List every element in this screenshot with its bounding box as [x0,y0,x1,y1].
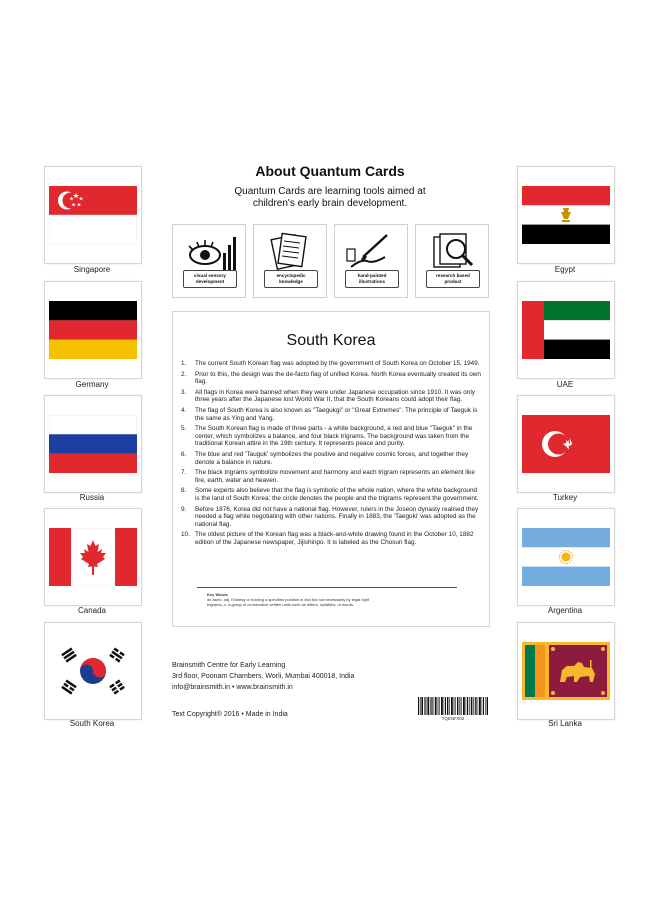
fact-item [181,451,481,466]
fact-item [181,531,481,546]
fact-number: 7. [181,469,187,477]
magnifier-icon [422,231,482,271]
fact-text: The current South Korean flag was adopted by the government of South Korea on October 15, 1949. [195,360,480,367]
panel-title: South Korea [286,332,376,349]
fact-item [181,506,481,529]
sri-lanka-flag-icon [522,642,610,700]
fact-number: 5. [181,425,187,433]
publisher-contact: info@brainsmith.in • www.brainsmith.in [172,684,293,691]
germany-flag-icon [49,301,137,359]
argentina-flag-icon [522,528,610,586]
fact-text: The black trigrams symbolize movement and harmony and each trigram represents an element like fire, earth, water and heaven. [195,469,475,484]
flag-label-argentina: Argentina [547,606,583,615]
flag-card-russia [44,395,142,493]
fact-text: The oldest picture of the Korean flag was a black-and-white drawing found in the October 10, 1882 edition of the Japanese newspaper, Jijishinpo. It is labeled as the Chosun flag. [195,531,474,546]
fact-item [181,389,481,404]
feature-label-visual: visual sensory development [183,270,237,288]
key-word-definition: de-facto, adj. Existing or holding a specified position in fact but not necessarily by legal right [207,597,370,602]
publisher-street: 3rd floor, Poonam Chambers, Worli, Mumbai 400018, India [172,673,355,680]
page-title: About Quantum Cards [255,163,405,179]
barcode-number: TQENF002 [441,716,465,721]
fact-text: Some experts also believe that the flag is symbolic of the whole nation, where the white background is the land of South Korea; the circle denotes the people and the trigrams represent the government. [195,487,479,502]
feature-label-research: research based product [426,270,480,288]
singapore-flag-icon [49,186,137,244]
flag-card-germany [44,281,142,379]
flag-card-sri-lanka [517,622,615,720]
feature-card-research [415,224,489,298]
fact-item [181,407,481,422]
feature-card-encyclopedia [253,224,327,298]
fact-item [181,371,481,386]
feature-card-paint [334,224,408,298]
flag-card-uae [517,281,615,379]
fact-text: Before 1876, Korea did not have a national flag. However, rulers in the Joseon dynasty realised they needed a flag while negotiating with other nations. Finally in 1883, the 'Taeguki' was adopted as the national flag. [195,505,479,528]
page-subtitle: Quantum Cards are learning tools aimed at children's early brain development. [234,186,426,209]
feature-label-paint: hand-painted illustrations [345,270,399,288]
uae-flag-icon [522,301,610,359]
encyclopedia-icon [260,231,320,271]
fact-number: 3. [181,388,187,396]
publisher-address [172,660,354,693]
south-korea-flag-icon [49,642,137,700]
flag-label-egypt: Egypt [554,265,576,274]
turkey-flag-icon [522,415,610,473]
fact-number: 10. [181,531,190,539]
flag-label-uae: UAE [556,380,574,389]
feature-card-visual [172,224,246,298]
flag-card-singapore [44,166,142,264]
fact-number: 9. [181,505,187,513]
flag-label-russia: Russia [79,493,105,502]
fact-item [181,469,481,484]
fact-number: 6. [181,450,187,458]
flag-card-south-korea [44,622,142,720]
publisher-name: Brainsmith Centre for Early Learning [172,662,286,669]
flag-label-south-korea: South Korea [69,719,115,728]
fact-number: 1. [181,360,187,367]
fact-text: The South Korean flag is made of three parts - a white background, a red and blue "Taeguk" in the center, which symbolizes a balance, and four black trigrams. The background was taken from the traditional Korean attire in the 19th century. It represents peace and purity. [195,425,473,448]
key-word-definition: trigrams, n. A group of consecutive written units such as letters, syllables, or words. [207,602,354,607]
fact-number: 2. [181,370,187,378]
facts-list [181,360,481,549]
fact-number: 8. [181,487,187,495]
flag-card-egypt [517,166,615,264]
flag-card-argentina [517,508,615,606]
fact-text: All flags in Korea were banned when they were under Japanese occupation since 1910. It was only three years after the Japanese lost World War II, that the South Koreans could adopt their flag. [195,388,475,404]
key-words-box [207,592,447,607]
flag-label-singapore: Singapore [73,265,111,274]
fact-item [181,360,481,368]
canada-flag-icon [49,528,137,586]
eye-icon [179,231,239,271]
info-panel [172,311,490,627]
flag-label-canada: Canada [77,606,107,615]
fact-number: 4. [181,406,187,414]
fact-text: Prior to this, the design was the de-facto flag of unified Korea. North Korea eventually created its own flag. [195,370,481,386]
key-words-title: Key Words [207,592,228,597]
barcode-icon [418,697,488,715]
russia-flag-icon [49,415,137,473]
fact-text: The blue and red 'Tauguk' symbolizes the positive and negative cosmic forces, and together they denote a balance in nature. [195,450,469,466]
feature-label-encyclopedia: encyclopedic knowledge [264,270,318,288]
flag-card-canada [44,508,142,606]
fact-item [181,425,481,448]
key-words-divider [197,587,457,588]
flag-card-turkey [517,395,615,493]
fact-text: The flag of South Korea is also known as "Taegukgi" or "Great Extremes". The principle of Taeguk is the same as Ying and Yang. [195,406,478,422]
flag-label-turkey: Turkey [552,493,578,502]
egypt-flag-icon [522,186,610,244]
flag-label-germany: Germany [75,380,109,389]
flag-label-sri-lanka: Sri Lanka [548,719,582,728]
fact-item [181,487,481,502]
paintbrush-icon [341,231,401,271]
copyright-text: Text Copyright® 2016 • Made in India [172,711,288,718]
